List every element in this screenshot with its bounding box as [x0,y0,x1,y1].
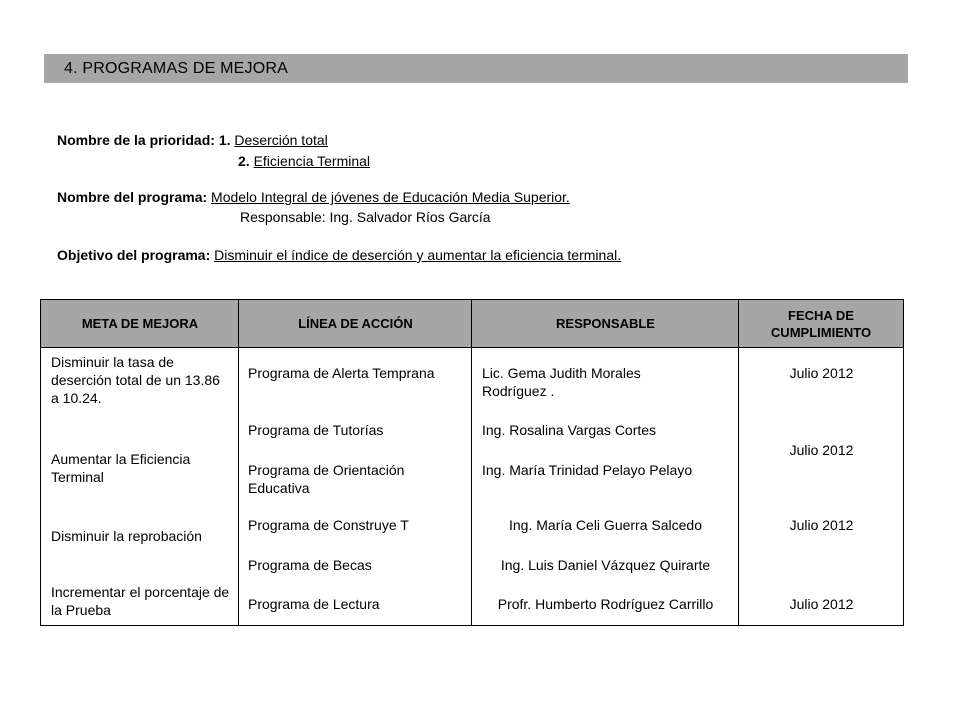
fecha-cell: Julio 2012 [789,596,854,612]
header-meta: META DE MEJORA [81,316,199,331]
column-divider [471,300,472,625]
meta-cell: Disminuir la tasa de deserción total de un 13.86 a 10.24. [51,354,220,406]
priority-item2-num: 2. [238,153,250,169]
responsable-cell: Lic. Gema Judith Morales Rodríguez . [482,365,641,399]
header-fecha: FECHA DE CUMPLIMIENTO [770,307,872,340]
linea-cell: Programa de Orientación Educativa [248,462,405,496]
meta-cell: Incrementar el porcentaje de la Prueba [51,584,230,618]
improvement-table [40,299,904,626]
objective-line [57,247,621,263]
program-responsible: Responsable: Ing. Salvador Ríos García [240,209,491,225]
program-label: Nombre del programa: [57,189,208,205]
priority-label: Nombre de la prioridad: [57,132,215,148]
linea-cell: Programa de Construye T [248,517,409,533]
header-responsable: RESPONSABLE [556,316,655,331]
linea-cell: Programa de Lectura [248,596,380,612]
meta-cell: Aumentar la Eficiencia Terminal [51,451,191,485]
fecha-cell: Julio 2012 [789,517,854,533]
priority-item1-num: 1. [218,132,231,148]
program-name: Modelo Integral de jóvenes de Educación Media Superior. [211,189,570,205]
column-divider [238,300,239,625]
table-header [41,300,903,348]
fecha-cell: Julio 2012 [789,442,854,458]
priority-item2-text: Eficiencia Terminal [253,153,371,169]
priority-line-1 [57,132,328,148]
section-title-bar [44,54,908,83]
responsable-cell: Ing. Luis Daniel Vázquez Quirarte [500,557,711,573]
linea-cell: Programa de Alerta Temprana [248,365,435,381]
linea-cell: Programa de Becas [248,557,372,573]
responsable-cell: Profr. Humberto Rodríguez Carrillo [497,596,714,612]
section-title: 4. PROGRAMAS DE MEJORA [64,60,288,77]
objective-text: Disminuir el índice de deserción y aumentar la eficiencia terminal. [214,247,622,263]
meta-cell: Disminuir la reprobación [51,528,202,544]
responsable-cell: Ing. María Celi Guerra Salcedo [509,517,702,533]
responsable-cell: Ing. María Trinidad Pelayo Pelayo [482,462,693,478]
responsable-cell: Ing. Rosalina Vargas Cortes [482,422,657,438]
objective-label: Objetivo del programa: [57,247,211,263]
fecha-cell: Julio 2012 [789,365,854,381]
linea-cell: Programa de Tutorías [248,422,384,438]
column-divider [738,300,739,625]
program-line [57,189,570,205]
priority-item1-text: Deserción total [234,132,328,148]
header-linea: LÍNEA DE ACCIÓN [298,316,413,331]
priority-line-2 [238,153,370,169]
